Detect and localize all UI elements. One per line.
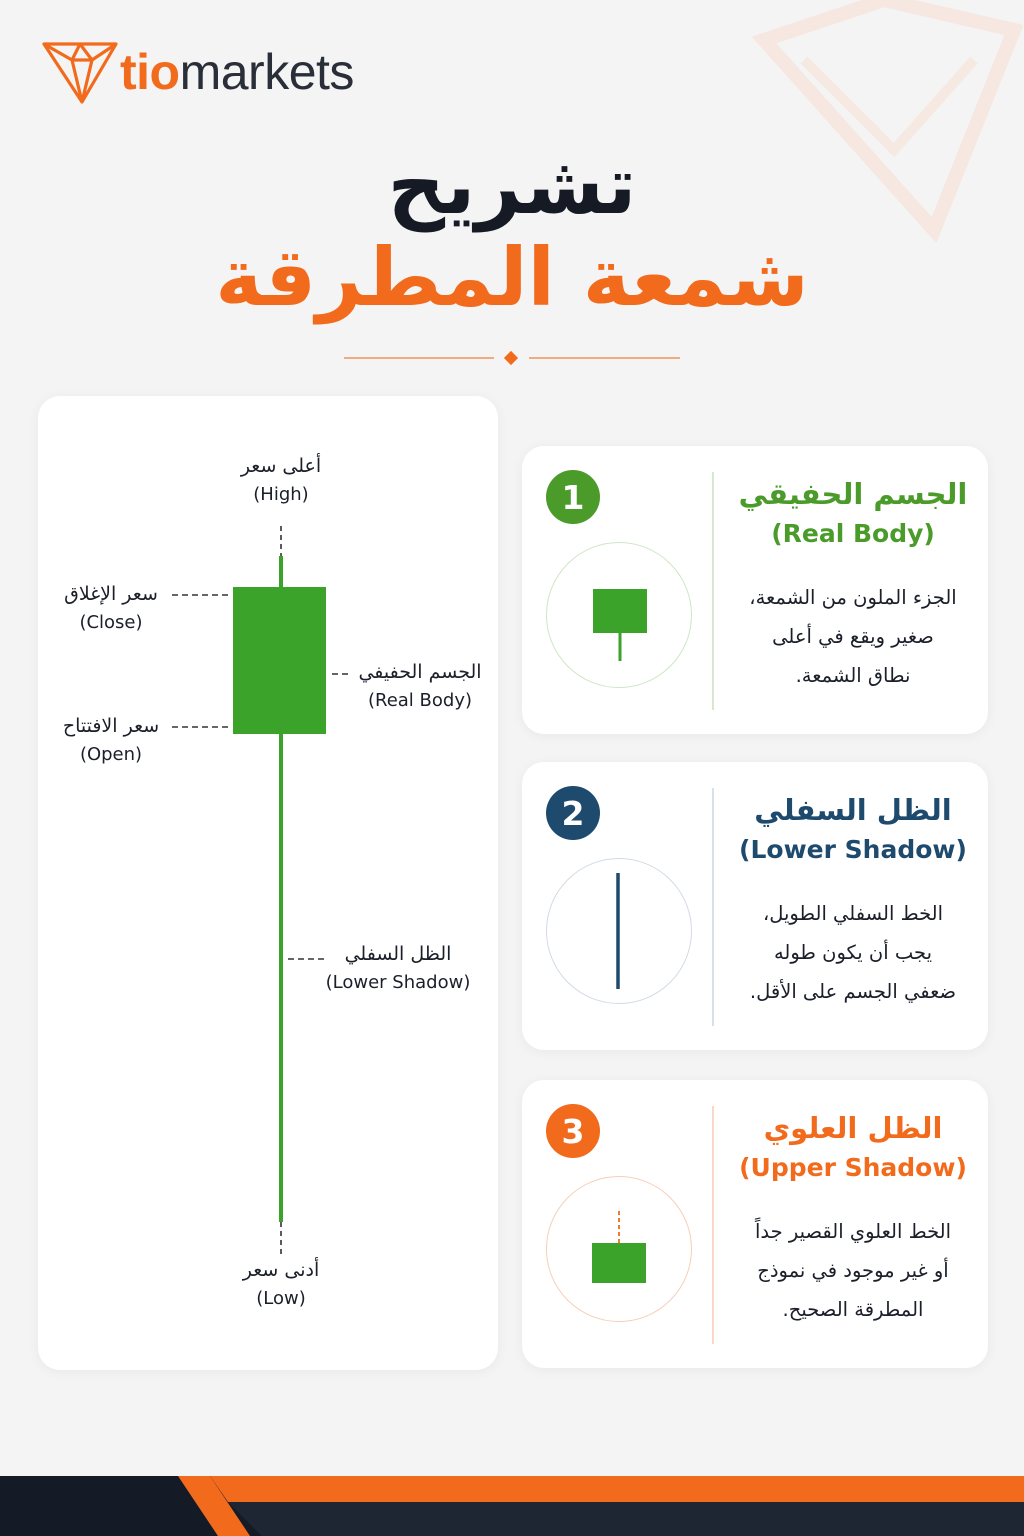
logo-accent-text: tio: [120, 44, 180, 100]
card-divider: [712, 1106, 714, 1344]
lower-shadow-label: [322, 940, 474, 997]
close-label-en: (Close): [79, 612, 143, 634]
low-label-ar: أدنى سعر: [242, 1259, 320, 1281]
real-body-label-en: (Real Body): [367, 690, 472, 712]
card-title-en: (Real Body): [771, 519, 935, 548]
card-upper-shadow: [522, 1080, 988, 1368]
high-label-ar: أعلى سعر: [240, 455, 322, 477]
lower-shadow-label-en: (Lower Shadow): [325, 972, 471, 994]
card-divider: [712, 788, 714, 1026]
close-label-ar: سعر الإغلاق: [64, 583, 158, 605]
card-real-body: [522, 446, 988, 734]
low-label: [221, 1256, 341, 1313]
long-line-icon: [546, 858, 692, 1004]
open-label-en: (Open): [79, 744, 143, 766]
small-green-candle-icon: [546, 542, 692, 688]
low-label-en: (Low): [256, 1288, 306, 1310]
open-label: [48, 712, 174, 769]
number-badge-2: 2: [546, 786, 600, 840]
card-desc-line: الخط العلوي القصير جداً: [754, 1220, 952, 1243]
card-description: [722, 578, 984, 695]
card-desc-line: المطرقة الصحيح.: [782, 1298, 924, 1321]
candle-with-dashed-upper-shadow-icon: [546, 1176, 692, 1322]
real-body-label-ar: الجسم الحفيفي: [358, 661, 482, 683]
page-title-line1: تشريح: [387, 139, 637, 232]
close-label: [48, 580, 174, 637]
real-body-label: [350, 658, 490, 715]
card-desc-line: الجزء الملون من الشمعة،: [749, 586, 957, 609]
high-label-en: (High): [253, 484, 309, 506]
card-desc-line: أو غير موجود في نموذج: [757, 1259, 949, 1282]
footer-band: [0, 1476, 1024, 1536]
high-label: [221, 452, 341, 509]
card-desc-line: ضعفي الجسم على الأقل.: [749, 980, 957, 1003]
card-title-en: (Upper Shadow): [739, 1153, 967, 1182]
card-description: [722, 1212, 984, 1329]
card-description: [722, 894, 984, 1011]
number-badge-3: 3: [546, 1104, 600, 1158]
tiomarkets-wordmark: [120, 44, 354, 100]
tiomarkets-logo-icon: [40, 38, 120, 106]
logo-rest-text: markets: [179, 44, 354, 100]
card-desc-line: صغير ويقع في أعلى: [772, 625, 934, 648]
number-badge-1: 1: [546, 470, 600, 524]
card-title-ar: الظل العلوي: [763, 1111, 943, 1145]
card-desc-line: يجب أن يكون طوله: [773, 941, 933, 964]
card-desc-line: الخط السفلي الطويل،: [762, 902, 944, 925]
real-body-rect: [233, 587, 326, 734]
hammer-candle-diagram: [38, 396, 498, 1370]
title-divider: [344, 350, 680, 370]
tiomarkets-logo[interactable]: [40, 38, 354, 106]
card-lower-shadow: [522, 762, 988, 1050]
card-title-ar: الجسم الحفيقي: [738, 477, 968, 511]
candle-diagram-panel: [38, 396, 498, 1370]
card-desc-line: نطاق الشمعة.: [795, 664, 911, 687]
lower-shadow-label-ar: الظل السفلي: [344, 943, 452, 965]
card-divider: [712, 472, 714, 710]
card-title-ar: الظل السفلي: [754, 793, 952, 827]
open-label-ar: سعر الافتتاح: [62, 715, 160, 737]
card-title-en: (Lower Shadow): [739, 835, 967, 864]
page-title-line2: شمعة المطرقة: [215, 231, 809, 324]
